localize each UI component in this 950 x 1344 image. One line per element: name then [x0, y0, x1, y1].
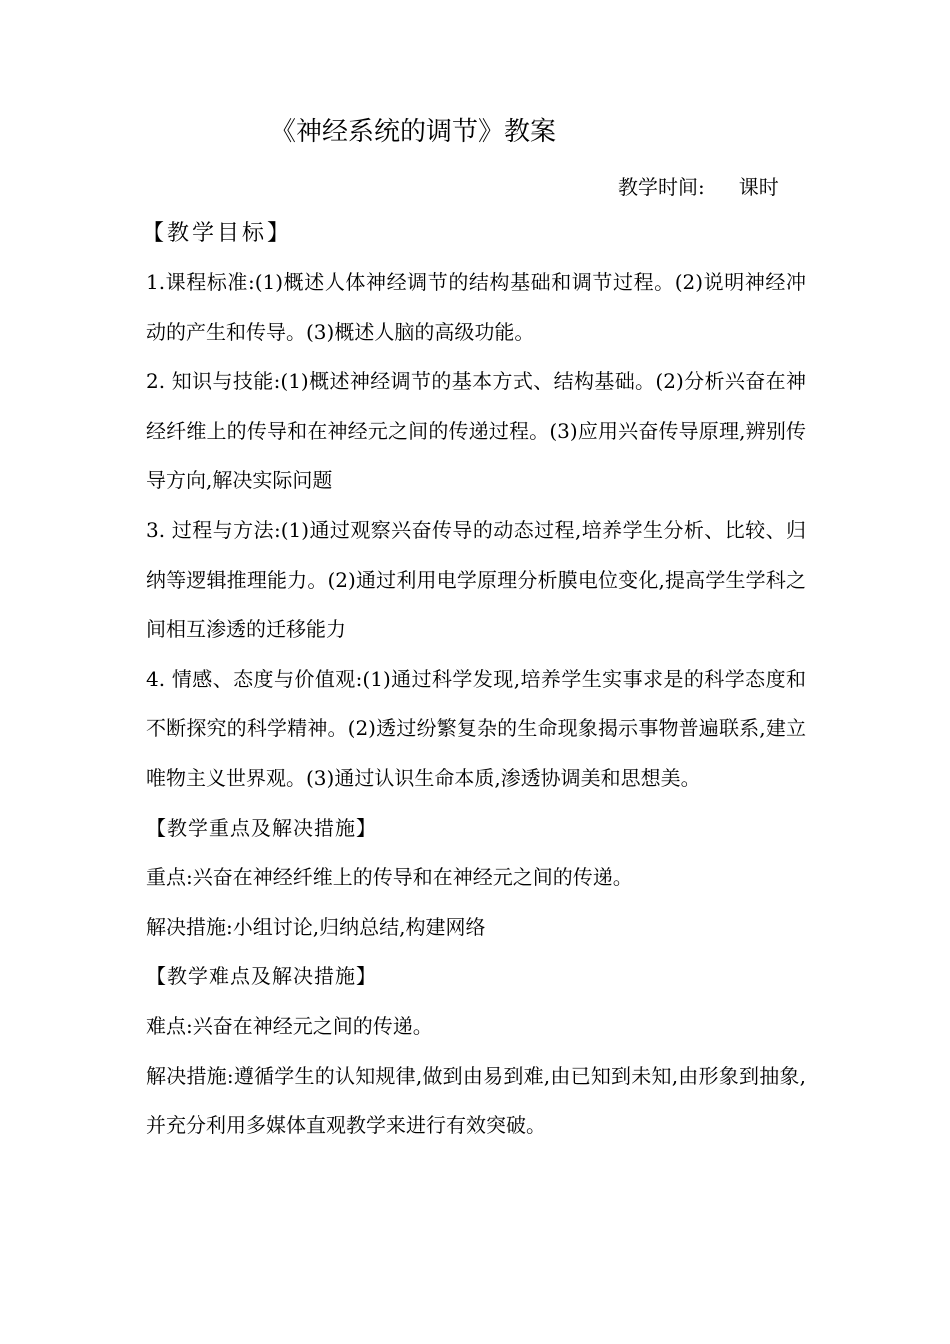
objective-item: 3. 过程与方法:(1)通过观察兴奋传导的动态过程,培养学生分析、比较、归纳等逻辑推理能力。(2)通过利用电学原理分析膜电位变化,提高学生学科之间相互渗透的迁移能力 — [146, 517, 806, 642]
objective-item: 4. 情感、态度与价值观:(1)通过科学发现,培养学生实事求是的科学态度和不断探究的科学精神。(2)透过纷繁复杂的生命现象揭示事物普遍联系,建立唯物主义世界观。(3)通过认识生命本质,渗透协调美和思想美。 — [146, 666, 806, 790]
teaching-time-unit: 课时 — [738, 175, 779, 199]
objective-item: 1.课程标准:(1)概述人体神经调节的结构基础和调节过程。(2)说明神经冲动的产生和传导。(3)概述人脑的高级功能。 — [146, 270, 806, 344]
difficulty-measure: 解决措施:遵循学生的认知规律,做到由易到难,由已知到未知,由形象到抽象,并充分利用多媒体直观教学来进行有效突破。 — [146, 1063, 806, 1138]
key-point-measure: 解决措施:小组讨论,归纳总结,构建网络 — [146, 914, 486, 939]
document-body — [142, 212, 806, 1151]
document-title: 《神经系统的调节》教案 — [270, 117, 557, 147]
objectives-heading: 【教学目标】 — [142, 221, 293, 246]
difficulty-text: 难点:兴奋在神经元之间的传递。 — [146, 1013, 433, 1038]
key-points-heading: 【教学重点及解决措施】 — [146, 815, 377, 840]
objective-item: 2. 知识与技能:(1)概述神经调节的基本方式、结构基础。(2)分析兴奋在神经纤维上的传导和在神经元之间的传递过程。(3)应用兴奋传导原理,辨别传导方向,解决实际问题 — [146, 369, 806, 493]
key-point-text: 重点:兴奋在神经纤维上的传导和在神经元之间的传递。 — [146, 865, 633, 890]
teaching-time-line — [618, 172, 779, 202]
teaching-time-label: 教学时间: — [618, 175, 705, 199]
objectives-list — [146, 258, 806, 804]
difficulties-heading: 【教学难点及解决措施】 — [146, 964, 377, 989]
